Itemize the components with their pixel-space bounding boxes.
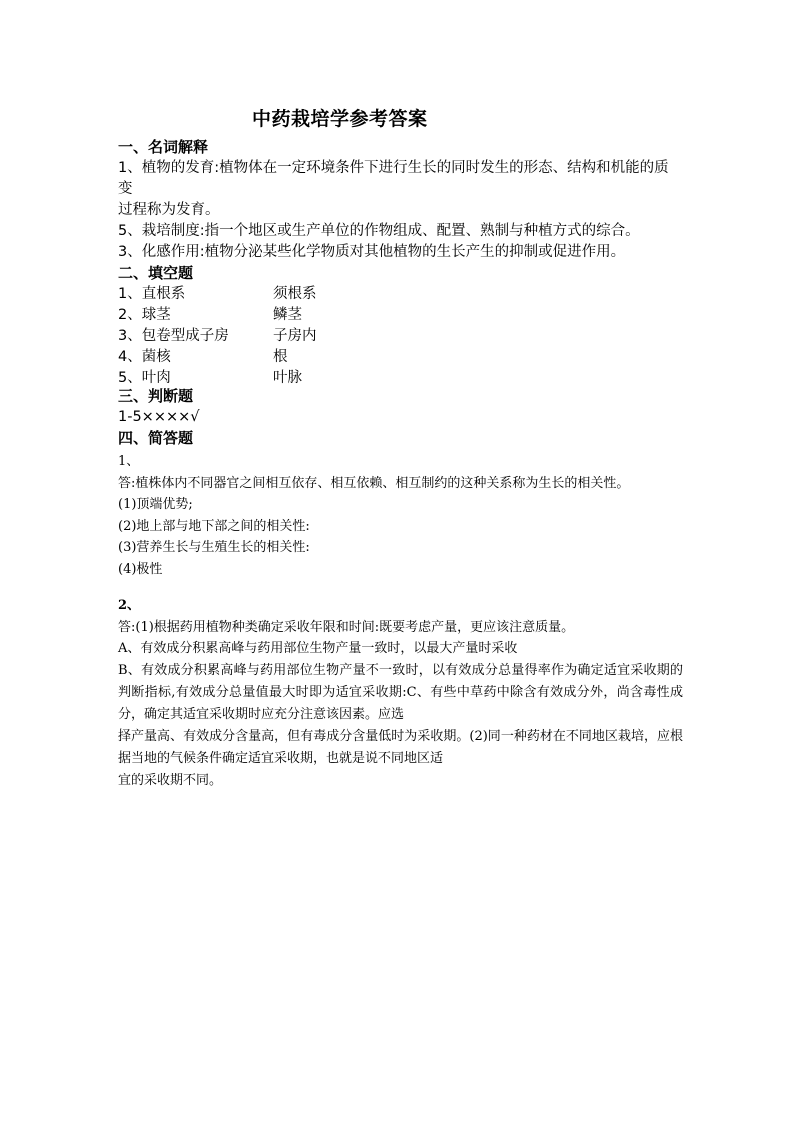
fill-in-answer-2: 鳞茎 xyxy=(273,307,302,323)
section-definitions xyxy=(118,137,683,263)
answer-point: (4)极性 xyxy=(118,561,163,577)
question-number: 1、 xyxy=(118,454,140,469)
section-fill-in xyxy=(118,263,683,389)
question-2-ending: 宜的采收期不同。 xyxy=(118,772,223,788)
fill-in-row xyxy=(118,284,683,305)
answer-point: (2)地上部与地下部之间的相关性: xyxy=(118,518,310,534)
fill-in-row xyxy=(118,305,683,326)
fill-in-answer-2: 须根系 xyxy=(273,286,317,302)
fill-in-answer-1: 3、包卷型成子房 xyxy=(118,328,229,344)
true-false-answers: 1-5××××√ xyxy=(118,409,200,425)
short-answer-question-2 xyxy=(118,595,683,791)
section-heading-fill-in: 二、填空题 xyxy=(118,264,194,282)
short-answer-question-1 xyxy=(118,451,683,580)
question-number: 2、 xyxy=(118,598,141,613)
fill-in-answer-2: 根 xyxy=(273,349,288,365)
question-2-point-b: B、有效成分积累高峰与药用部位生物产量不一致时，以有效成分总量得率作为确定适宜采收期的判断指标,有效成分总量值最大时即为适宜采收期:C、有些中草药中除含有效成分外，尚含毒性成分，确定其适宜采收期时应充分注意该因素。应选 xyxy=(118,662,683,722)
answer-point: (1)顶端优势; xyxy=(118,497,193,512)
question-1-answer: 答:植株体内不同器官之间相互依存、相互依赖、相互制约的这种关系称为生长的相关性。 xyxy=(118,475,630,491)
fill-in-answer-1: 5、叶肉 xyxy=(118,370,171,386)
fill-in-answer-2: 子房内 xyxy=(273,328,317,344)
question-2-point-c: 择产量高、有效成分含量高，但有毒成分含量低时为采收期。(2)同一种药材在不同地区栽培，应根据当地的气候条件确定适宜采收期，也就是说不同地区适 xyxy=(118,728,683,766)
fill-in-row xyxy=(118,326,683,347)
fill-in-answer-2: 叶脉 xyxy=(273,370,302,386)
definition-item-1-continued: 过程称为发育。 xyxy=(118,202,220,218)
section-heading-true-false: 三、判断题 xyxy=(118,387,194,405)
section-short-answer xyxy=(118,428,683,449)
question-2-point-a: A、有效成分积累高峰与药用部位生物产量一致时，以最大产量时采收 xyxy=(118,641,518,656)
fill-in-answer-1: 4、菌核 xyxy=(118,349,171,365)
fill-in-answer-1: 2、球茎 xyxy=(118,307,171,323)
definition-item-3: 3、化感作用:植物分泌某些化学物质对其他植物的生长产生的抑制或促进作用。 xyxy=(118,244,626,260)
section-true-false xyxy=(118,386,683,428)
answer-point: (3)营养生长与生殖生长的相关性: xyxy=(118,540,310,555)
definition-item-5: 5、栽培制度:指一个地区或生产单位的作物组成、配置、熟制与种植方式的综合。 xyxy=(118,223,640,239)
section-heading-short-answer: 四、简答题 xyxy=(118,429,194,447)
definition-item-1: 1、植物的发育:植物体在一定环境条件下进行生长的同时发生的形态、结构和机能的质变 xyxy=(118,160,669,197)
page-title: 中药栽培学参考答案 xyxy=(252,108,428,130)
section-heading-definitions: 一、名词解释 xyxy=(118,138,209,156)
fill-in-answer-1: 1、直根系 xyxy=(118,286,186,302)
fill-in-row xyxy=(118,347,683,368)
question-2-line-1: 答:(1)根据药用植物种类确定采收年限和时间:既要考虑产量，更应该注意质量。 xyxy=(118,619,575,635)
